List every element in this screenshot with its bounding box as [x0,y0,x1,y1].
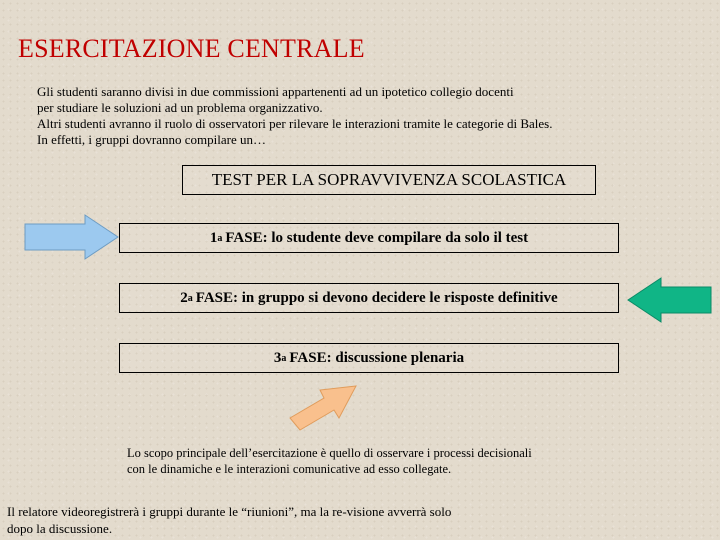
phase-1-box [119,223,619,253]
intro-text [37,84,553,148]
test-title-box [182,165,596,195]
slide-title: ESERCITAZIONE CENTRALE [18,34,365,63]
phase-3-ordinal: a [281,352,287,364]
phase-2-text: FASE: in gruppo si devono decidere le risposte definitive [195,289,558,306]
intro-line: In effetti, i gruppi dovranno compilare un… [37,132,267,147]
test-title-label: TEST PER LA SOPRAVVIVENZA SCOLASTICA [211,170,567,189]
phase-1-text: FASE: lo studente deve compilare da solo il test [225,229,529,246]
footer-line: dopo la discussione. [7,521,113,536]
phase-2-box [119,283,619,313]
phase-1-ordinal: a [217,232,223,244]
arrow-right-icon [23,214,120,260]
scope-text [127,445,532,477]
phase-2-number: 2 [180,289,188,306]
phase-2-ordinal: a [187,292,193,304]
scope-line: con le dinamiche e le interazioni comunicative ad esso collegate. [127,462,452,476]
phase-3-box [119,343,619,373]
phase-3-number: 3 [273,349,282,366]
phase-1-number: 1 [209,229,218,246]
arrow-up-right-icon [288,380,360,432]
scope-line: Lo scopo principale dell’esercitazione è quello di osservare i processi decisionali [127,446,532,460]
arrow-left-icon [627,277,712,323]
phase-3-text: FASE: discussione plenaria [289,349,465,366]
intro-line: Altri studenti avranno il ruolo di osservatori per rilevare le interazioni tramite le categorie di Bales. [37,116,553,131]
footer-line: Il relatore videoregistrerà i gruppi durante le “riunioni”, ma la re-visione avverrà solo [7,504,452,519]
footer-note [7,503,451,537]
intro-line: Gli studenti saranno divisi in due commissioni appartenenti ad un ipotetico collegio docenti [37,84,514,99]
intro-line: per studiare le soluzioni ad un problema organizzativo. [37,100,323,115]
